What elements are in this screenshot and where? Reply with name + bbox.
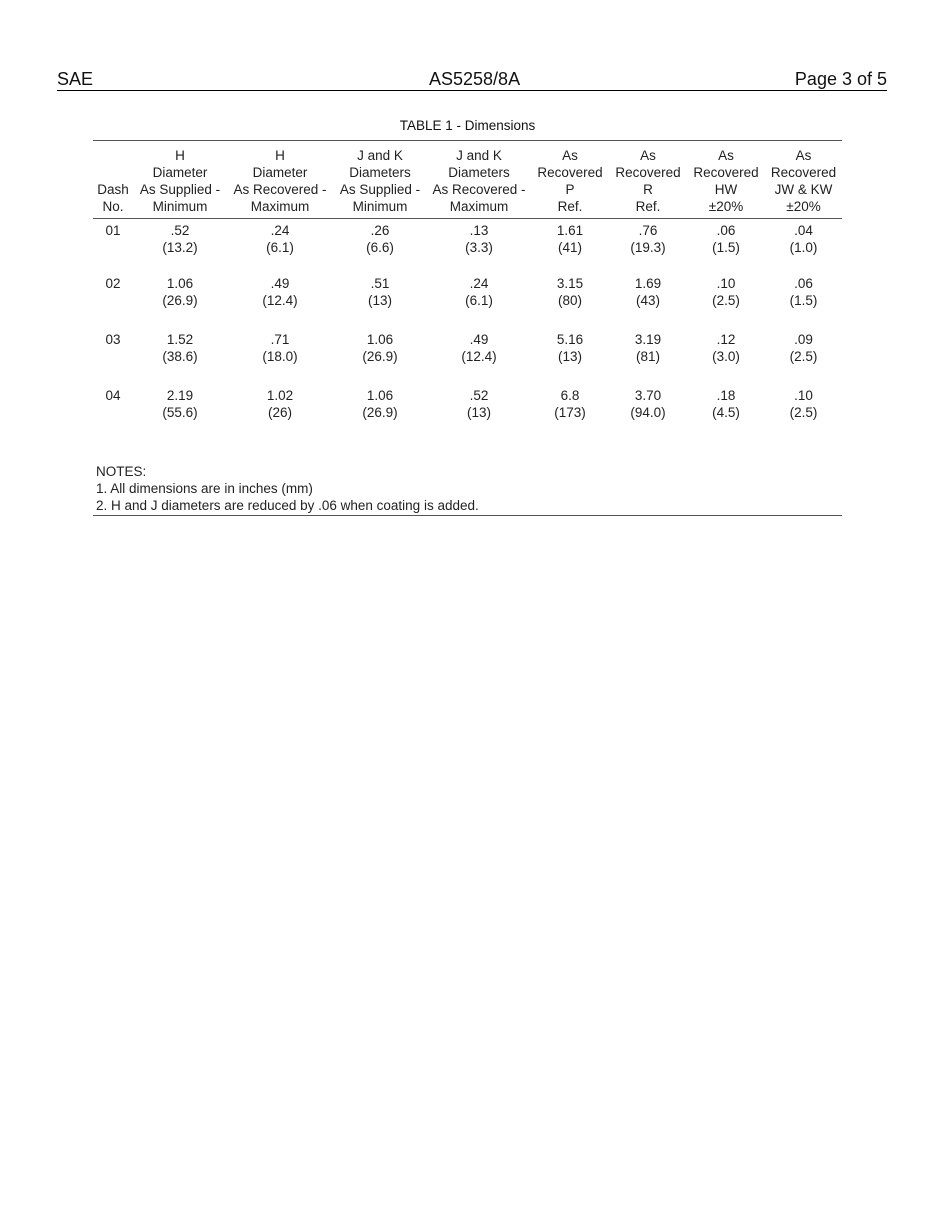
column-header-line: Diameters xyxy=(448,165,510,180)
column-header xyxy=(93,141,133,219)
column-header xyxy=(333,141,427,219)
table-cell xyxy=(687,275,765,331)
column-header-line: Recovered xyxy=(770,165,837,180)
column-header-line: Recovered xyxy=(537,165,603,180)
inch-value: 3.70 xyxy=(634,388,662,403)
column-header-line: HW xyxy=(714,182,738,197)
column-header-line: ±20% xyxy=(786,199,821,214)
column-header-line: Maximum xyxy=(449,199,509,214)
inch-value: 1.52 xyxy=(166,332,194,347)
table-cell xyxy=(765,331,842,387)
inch-value: 1.02 xyxy=(266,388,294,403)
mm-value xyxy=(93,348,133,365)
mm-value xyxy=(93,404,133,421)
table-cell xyxy=(531,387,609,443)
table-cell xyxy=(333,219,427,276)
column-header xyxy=(427,141,531,219)
table-header-row xyxy=(93,141,842,219)
column-header-line: As Supplied - xyxy=(139,182,221,197)
dimensions-table xyxy=(93,140,842,443)
column-header-line: As xyxy=(640,148,656,163)
mm-value: (38.6) xyxy=(162,349,198,364)
table-row xyxy=(93,275,842,331)
mm-value: (19.3) xyxy=(630,240,666,255)
column-header-line: Recovered xyxy=(693,165,759,180)
column-header-line: As xyxy=(795,148,812,163)
table-cell xyxy=(427,219,531,276)
column-header-line: Diameter xyxy=(152,165,208,180)
table-cell xyxy=(687,331,765,387)
column-header xyxy=(133,141,227,219)
mm-value: (13) xyxy=(367,293,392,308)
inch-value: .10 xyxy=(794,388,813,403)
inch-value: .24 xyxy=(469,276,489,291)
dash-number-cell xyxy=(93,275,133,331)
inch-value: .10 xyxy=(716,276,736,291)
inch-value: 1.06 xyxy=(366,332,394,347)
inch-value: .06 xyxy=(716,223,736,238)
table-cell xyxy=(227,331,333,387)
table-cell xyxy=(609,331,687,387)
table-cell xyxy=(531,219,609,276)
note-item: 2. H and J diameters are reduced by .06 when coating is added. xyxy=(96,498,479,513)
table-title: TABLE 1 - Dimensions xyxy=(399,118,536,133)
header-left: SAE xyxy=(57,69,94,89)
table-row xyxy=(93,331,842,387)
inch-value: .51 xyxy=(370,276,390,291)
mm-value: (18.0) xyxy=(262,349,298,364)
inch-value: 2.19 xyxy=(166,388,194,403)
dash-number-cell xyxy=(93,387,133,443)
mm-value: (41) xyxy=(557,240,582,255)
note-item: 1. All dimensions are in inches (mm) xyxy=(96,481,313,496)
inch-value: .12 xyxy=(716,332,736,347)
column-header-line: ±20% xyxy=(708,199,744,214)
column-header-line: As Recovered - xyxy=(432,182,526,197)
table-cell xyxy=(133,219,227,276)
mm-value: (2.5) xyxy=(789,405,818,420)
mm-value: (13.2) xyxy=(162,240,198,255)
table-cell xyxy=(427,275,531,331)
table-cell xyxy=(333,387,427,443)
inch-value: .76 xyxy=(638,223,658,238)
mm-value: (6.6) xyxy=(366,240,394,255)
mm-value: (12.4) xyxy=(461,349,497,364)
inch-value: .04 xyxy=(794,223,813,238)
inch-value: .09 xyxy=(794,332,813,347)
inch-value: 01 xyxy=(105,223,121,238)
mm-value: (12.4) xyxy=(262,293,298,308)
table-cell xyxy=(609,275,687,331)
column-header-line: As xyxy=(562,148,578,163)
column-header-line: Recovered xyxy=(615,165,681,180)
column-header-line xyxy=(93,164,133,181)
table-body xyxy=(93,219,842,444)
column-header-line: JW & KW xyxy=(774,182,833,197)
inch-value: .49 xyxy=(469,332,489,347)
inch-value: 04 xyxy=(105,388,121,403)
table-cell xyxy=(765,275,842,331)
mm-value: (26.9) xyxy=(362,405,398,420)
table-cell xyxy=(427,387,531,443)
mm-value: (26.9) xyxy=(362,349,398,364)
column-header xyxy=(531,141,609,219)
inch-value: 1.61 xyxy=(556,223,584,238)
dash-number-cell xyxy=(93,219,133,276)
mm-value: (6.1) xyxy=(266,240,294,255)
mm-value: (3.3) xyxy=(465,240,493,255)
mm-value: (13) xyxy=(466,405,491,420)
column-header xyxy=(609,141,687,219)
column-header-line: Minimum xyxy=(152,199,208,214)
table-row xyxy=(93,219,842,276)
mm-value: (2.5) xyxy=(789,349,818,364)
column-header-line: Maximum xyxy=(250,199,310,214)
column-header-line: H xyxy=(175,148,185,163)
notes-heading: NOTES: xyxy=(96,464,147,479)
page-header xyxy=(57,68,887,91)
inch-value: 1.06 xyxy=(366,388,394,403)
inch-value: 3.15 xyxy=(556,276,584,291)
table-cell xyxy=(427,331,531,387)
column-header-line: J and K xyxy=(357,148,403,163)
column-header-line: Ref. xyxy=(635,199,661,214)
mm-value: (173) xyxy=(554,405,586,420)
column-header-line: As Recovered - xyxy=(233,182,327,197)
mm-value: (26) xyxy=(267,405,292,420)
inch-value: .18 xyxy=(716,388,736,403)
table-cell xyxy=(531,331,609,387)
inch-value: 5.16 xyxy=(556,332,584,347)
header-document-number: AS5258/8A xyxy=(429,69,521,89)
mm-value: (1.0) xyxy=(789,240,818,255)
mm-value: (26.9) xyxy=(162,293,198,308)
mm-value: (43) xyxy=(635,293,660,308)
inch-value: .06 xyxy=(794,276,813,291)
column-header-line: Diameters xyxy=(349,165,411,180)
table-cell xyxy=(765,219,842,276)
mm-value xyxy=(93,292,133,309)
column-header-line: No. xyxy=(102,199,124,214)
mm-value: (55.6) xyxy=(162,405,198,420)
mm-value: (94.0) xyxy=(630,405,666,420)
table-cell xyxy=(133,275,227,331)
column-header xyxy=(687,141,765,219)
column-header-line: P xyxy=(565,182,575,197)
table-cell xyxy=(609,219,687,276)
table-cell xyxy=(227,219,333,276)
inch-value: 3.19 xyxy=(634,332,662,347)
table-cell xyxy=(765,387,842,443)
table-cell xyxy=(133,331,227,387)
table-cell xyxy=(609,387,687,443)
column-header-line: Diameter xyxy=(252,165,308,180)
column-header xyxy=(227,141,333,219)
header-page-number: Page 3 of 5 xyxy=(794,69,887,89)
mm-value: (13) xyxy=(557,349,582,364)
table-cell xyxy=(531,275,609,331)
inch-value: 6.8 xyxy=(560,388,580,403)
mm-value xyxy=(93,239,133,256)
table-row xyxy=(93,387,842,443)
table-cell xyxy=(687,219,765,276)
column-header-line: As Supplied - xyxy=(339,182,421,197)
mm-value: (3.0) xyxy=(712,349,740,364)
table-cell xyxy=(227,275,333,331)
column-header-line: Minimum xyxy=(352,199,408,214)
inch-value: .52 xyxy=(469,388,489,403)
column-header-line xyxy=(93,147,133,164)
dash-number-cell xyxy=(93,331,133,387)
table-cell xyxy=(687,387,765,443)
inch-value: .71 xyxy=(270,332,290,347)
inch-value: 1.06 xyxy=(166,276,194,291)
mm-value: (80) xyxy=(557,293,582,308)
inch-value: .49 xyxy=(270,276,290,291)
mm-value: (1.5) xyxy=(789,293,818,308)
inch-value: .24 xyxy=(270,223,290,238)
inch-value: .26 xyxy=(370,223,390,238)
column-header-line: As xyxy=(718,148,734,163)
column-header-line: Dash xyxy=(97,182,129,197)
inch-value: .13 xyxy=(469,223,489,238)
mm-value: (4.5) xyxy=(712,405,740,420)
column-header-line: J and K xyxy=(456,148,502,163)
inch-value: 03 xyxy=(105,332,121,347)
notes-section xyxy=(93,463,842,516)
inch-value: 02 xyxy=(105,276,121,291)
column-header-line: H xyxy=(275,148,285,163)
column-header-line: Ref. xyxy=(557,199,583,214)
table-cell xyxy=(227,387,333,443)
column-header-line: R xyxy=(643,182,653,197)
mm-value: (6.1) xyxy=(465,293,493,308)
mm-value: (81) xyxy=(635,349,660,364)
inch-value: .52 xyxy=(170,223,190,238)
column-header xyxy=(765,141,842,219)
table-cell xyxy=(333,275,427,331)
mm-value: (1.5) xyxy=(712,240,740,255)
table-cell xyxy=(133,387,227,443)
mm-value: (2.5) xyxy=(712,293,740,308)
table-cell xyxy=(333,331,427,387)
inch-value: 1.69 xyxy=(634,276,662,291)
